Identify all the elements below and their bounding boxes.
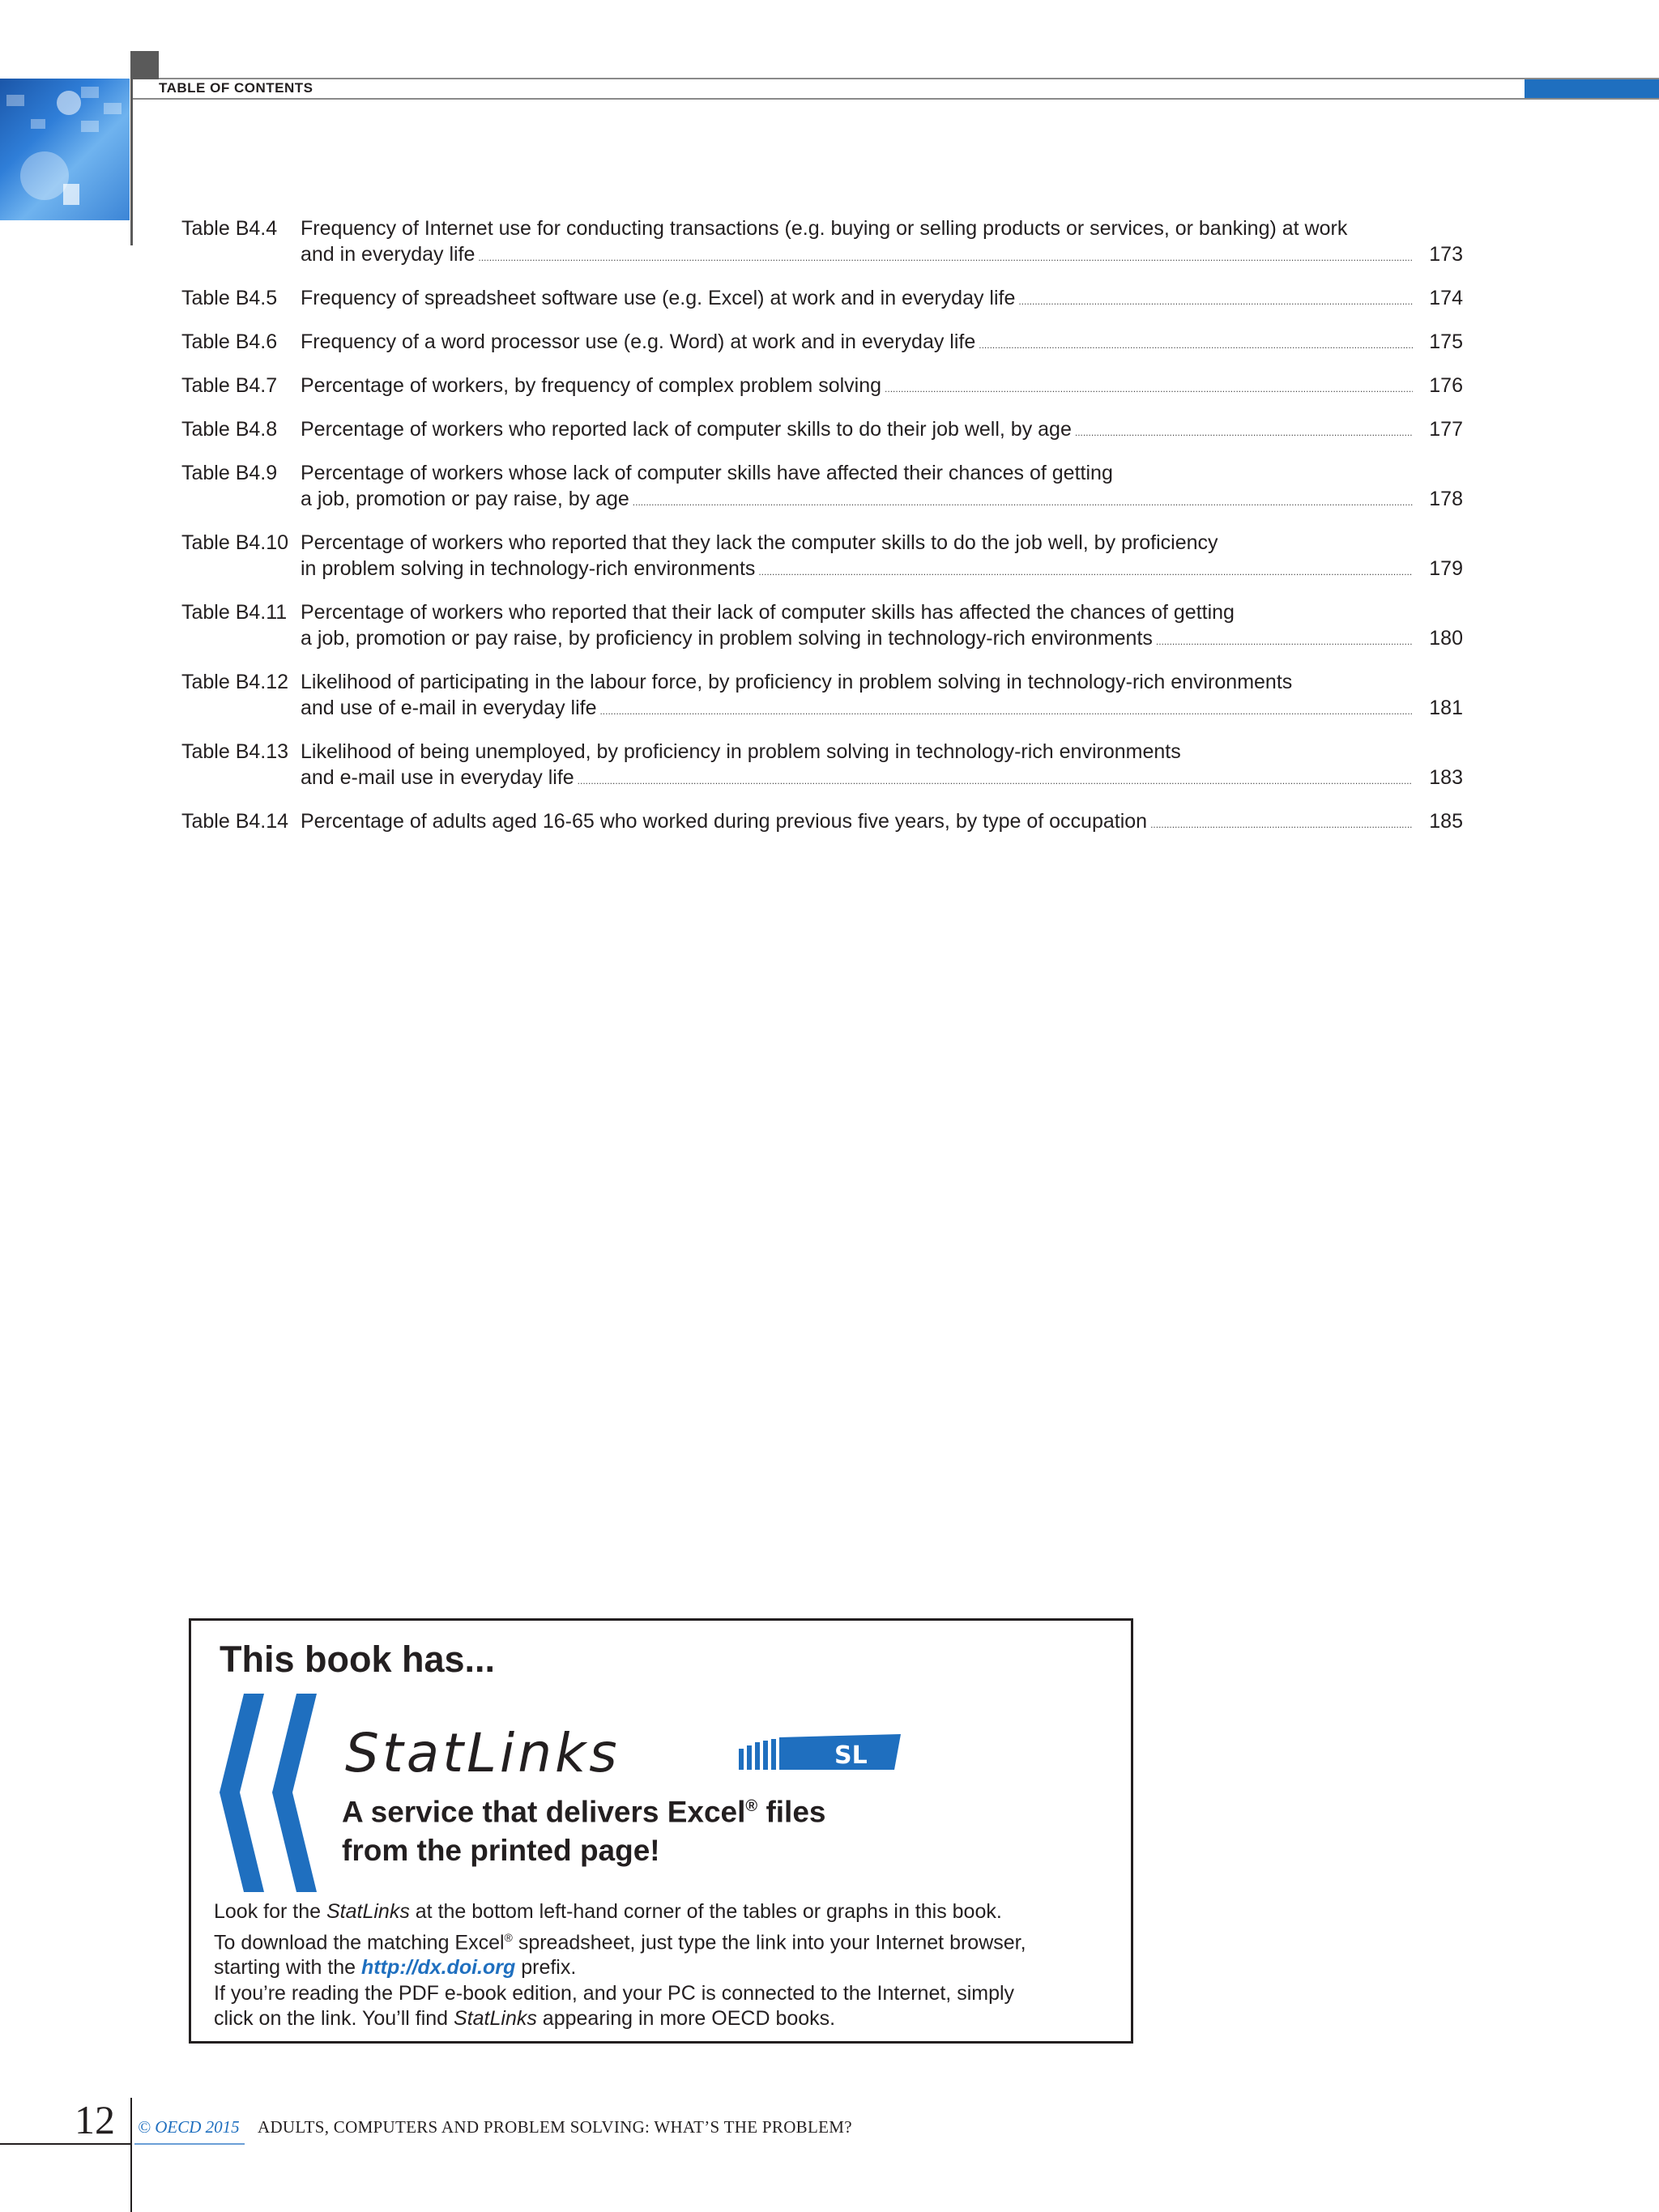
toc-page-number: 177 [1429,418,1463,441]
toc-entry[interactable] [181,460,1463,515]
toc-entry-title-line: Percentage of workers who reported that they lack the computer skills to do the job well, by proficiency [301,531,1218,554]
toc-entry-title-line: a job, promotion or pay raise, by proficiency in problem solving in technology-rich environments [301,627,1153,650]
toc-entry-body [301,669,1463,724]
toc-entry[interactable] [181,739,1463,794]
toc-entry-last-line [301,695,1463,724]
description-text: If you’re reading the PDF e-book edition, and your PC is connected to the Internet, simply [214,1981,1015,2005]
toc-entry[interactable] [181,329,1463,358]
toc-entry-label: Table B4.6 [181,330,278,353]
description-text: To download the matching Excel [214,1930,505,1954]
toc-entry[interactable] [181,215,1463,271]
toc-entry-last-line [301,556,1463,585]
toc-entry-body [301,530,1463,585]
toc-entry-last-line [301,808,1463,837]
toc-entry-label: Table B4.10 [181,531,289,554]
footer-vertical-rule [130,2098,132,2212]
description-text: click on the link. You’ll find [214,2007,454,2031]
description-text: prefix. [515,1956,577,1980]
dot-leader [1156,629,1413,654]
header-vertical-rule [130,51,133,245]
toc-entry-body [301,329,1463,358]
toc-entry-label: Table B4.5 [181,287,278,309]
dot-leader [885,376,1413,402]
toc-entry-last-line [301,765,1463,794]
statlinks-box [189,1618,1133,2044]
book-title: ADULTS, COMPUTERS AND PROBLEM SOLVING: WHAT’S THE PROBLEM? [258,2117,852,2137]
toc-entry-last-line [301,373,1463,402]
toc-entry[interactable] [181,530,1463,585]
toc-page-number: 176 [1429,374,1463,397]
toc-entry-body [301,460,1463,515]
description-text: starting with the [214,1956,362,1980]
tagline-part: from the printed page! [342,1834,660,1868]
toc-entry-label: Table B4.12 [181,671,289,693]
toc-page-number: 181 [1429,697,1463,719]
toc-entry-title-line: Frequency of Internet use for conducting transactions (e.g. buying or selling products or services, or banking) at work [301,217,1348,240]
toc-entry-last-line [301,329,1463,358]
toc-entry-title-line: and use of e-mail in everyday life [301,697,597,719]
header-photo [0,79,130,220]
toc-entry-last-line [301,416,1463,445]
toc-list [181,215,1463,852]
toc-entry-title-line: Percentage of workers, by frequency of complex problem solving [301,374,882,397]
toc-entry-title-line: a job, promotion or pay raise, by age [301,488,629,510]
toc-page-number: 175 [1429,330,1463,353]
toc-entry[interactable] [181,373,1463,402]
double-chevron-icon [220,1694,325,1892]
toc-entry-last-line [301,285,1463,314]
header-corner-square [130,51,159,79]
description-text: at the bottom left-hand corner of the tables or graphs in this book. [409,1900,1002,1923]
registered-mark: ® [504,1930,513,1944]
toc-entry[interactable] [181,808,1463,837]
dot-leader [478,245,1413,271]
toc-entry[interactable] [181,416,1463,445]
toc-entry-body [301,739,1463,794]
description-emphasis: StatLinks [326,1900,410,1923]
statlinks-description [214,1899,1026,2032]
toc-entry-body [301,373,1463,402]
statlinks-logo-word: StatLinks [345,1722,621,1784]
statlinks-badge-text: SL [834,1741,868,1770]
toc-page-number: 179 [1429,557,1463,580]
toc-entry-title-line: Frequency of a word processor use (e.g. Word) at work and in everyday life [301,330,976,353]
toc-entry-label: Table B4.14 [181,810,289,833]
toc-page-number: 183 [1429,766,1463,789]
toc-entry-title-line: and in everyday life [301,243,476,266]
toc-entry-title-line: Frequency of spreadsheet software use (e.g. Excel) at work and in everyday life [301,287,1016,309]
dot-leader [1075,420,1413,445]
tagline-part: files [757,1795,826,1829]
toc-entry-body [301,285,1463,314]
toc-page-number: 178 [1429,488,1463,510]
toc-entry-title-line: Percentage of workers who reported that their lack of computer skills has affected the chances of getting [301,601,1235,624]
toc-entry-label: Table B4.4 [181,217,278,240]
toc-entry-title-line: Percentage of adults aged 16-65 who worked during previous five years, by type of occupation [301,810,1148,833]
toc-entry-title-line: in problem solving in technology-rich environments [301,557,756,580]
dot-leader [1018,288,1413,314]
tagline-part: A service that delivers Excel [342,1795,746,1829]
footer-horizontal-rule [0,2143,130,2145]
toc-entry-last-line [301,241,1463,271]
copyright-underline [134,2143,245,2145]
toc-page-number: 173 [1429,243,1463,266]
description-text: Look for the [214,1900,326,1923]
dot-leader [633,489,1413,515]
toc-entry-title-line: and e-mail use in everyday life [301,766,574,789]
page-number: 12 [75,2097,115,2142]
toc-entry-body [301,808,1463,837]
toc-entry-label: Table B4.13 [181,740,289,763]
copyright: © OECD 2015 [138,2117,240,2137]
toc-entry-body [301,599,1463,654]
toc-entry[interactable] [181,285,1463,314]
statlinks-tagline [342,1787,826,1870]
description-text: spreadsheet, just type the link into your Internet browser, [512,1930,1026,1954]
header-rule-top [159,78,1659,79]
dot-leader [1150,812,1413,837]
description-emphasis: StatLinks [454,2007,537,2031]
toc-entry-last-line [301,486,1463,515]
section-title: TABLE OF CONTENTS [159,80,313,96]
toc-entry-body [301,416,1463,445]
toc-entry-title-line: Percentage of workers who reported lack of computer skills to do their job well, by age [301,418,1072,441]
header-rule-bottom [133,98,1659,100]
doi-link[interactable]: http://dx.doi.org [361,1956,516,1980]
registered-mark: ® [745,1797,758,1815]
toc-entry-label: Table B4.7 [181,374,278,397]
toc-entry-body [301,215,1463,271]
toc-entry-label: Table B4.11 [181,601,288,624]
dot-leader [578,768,1413,794]
description-text: appearing in more OECD books. [536,2007,836,2031]
toc-entry-label: Table B4.9 [181,462,278,484]
toc-entry-label: Table B4.8 [181,418,278,441]
toc-entry[interactable] [181,599,1463,654]
dot-leader [599,698,1413,724]
toc-entry-title-line: Percentage of workers whose lack of computer skills have affected their chances of getting [301,462,1113,484]
toc-page-number: 180 [1429,627,1463,650]
toc-page-number: 185 [1429,810,1463,833]
dot-leader [758,559,1413,585]
toc-entry-title-line: Likelihood of participating in the labour force, by proficiency in problem solving in technology-rich environments [301,671,1293,693]
toc-entry-last-line [301,625,1463,654]
dot-leader [979,332,1413,358]
toc-entry-title-line: Likelihood of being unemployed, by proficiency in problem solving in technology-rich environments [301,740,1181,763]
toc-entry[interactable] [181,669,1463,724]
statlinks-heading: This book has... [220,1639,496,1680]
toc-page-number: 174 [1429,287,1463,309]
header-accent-bar [1525,79,1659,98]
statlinks-badge-icon [739,1734,901,1779]
